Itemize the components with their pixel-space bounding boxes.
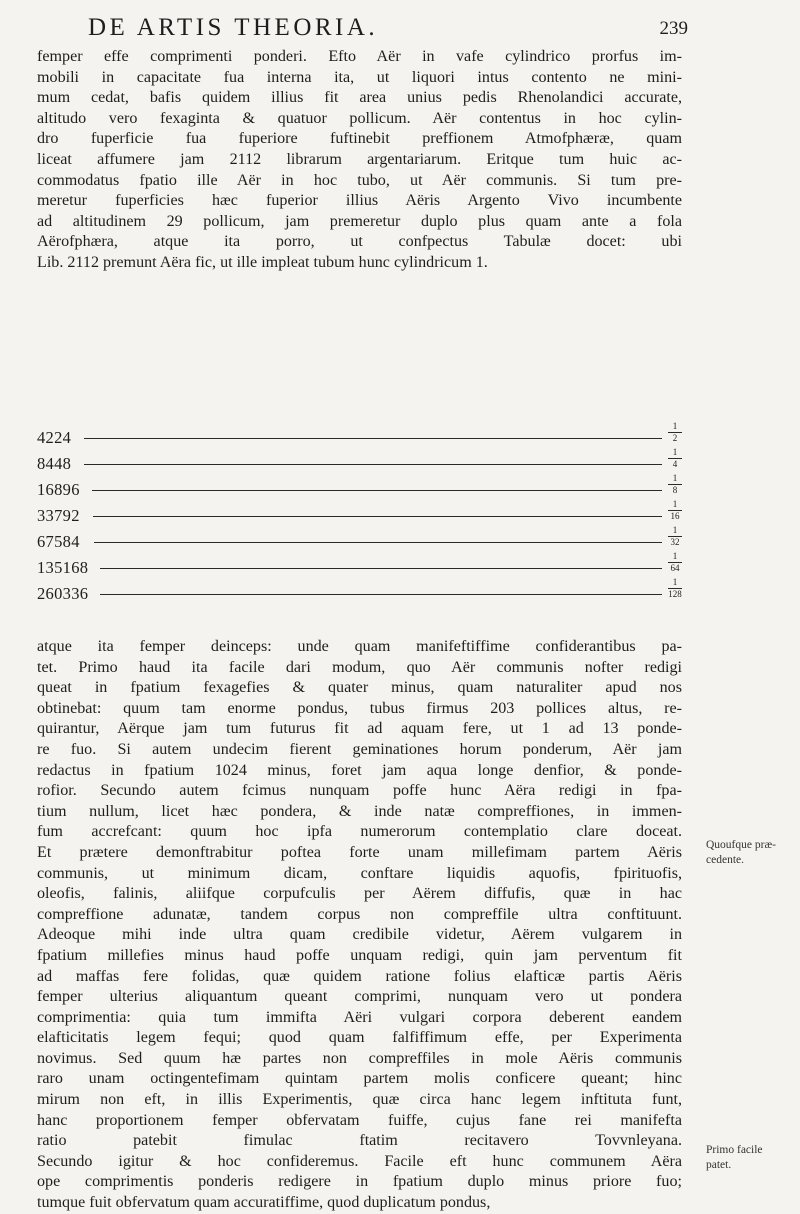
rule-line: [93, 516, 662, 517]
text-line: queat in fpatium fexagefies & quater minus, quam naturaliter apud nos: [37, 679, 682, 697]
fraction-numerator: 1: [668, 448, 682, 459]
weight-value: 67584: [37, 532, 80, 551]
rule-line: [84, 438, 662, 439]
text-line: hanc proportionem femper obfervatam fuiffe, cujus fane rei manifefta: [37, 1111, 682, 1129]
margin-note-quousque: [706, 838, 794, 868]
volume-fraction: [668, 552, 682, 573]
text-line: novimus. Sed quum hæ partes non compreffiles in mole Aëris communis: [37, 1049, 682, 1067]
text-line: elafticitatis legem fequi; quod quam falfiffimum effe, per Experimenta: [37, 1029, 682, 1047]
fraction-numerator: 1: [668, 500, 682, 511]
page-header: [88, 14, 688, 50]
text-line: raro unam octingentefimam quintam partem molis conficere queant; hinc: [37, 1070, 682, 1088]
text-line: Aërofphæra, atque ita porro, ut confpectus Tabulæ docet: ubi: [37, 233, 682, 251]
rule-line: [100, 594, 662, 595]
text-line: Secundo igitur & hoc confideremus. Facile eft hunc communem Aëra: [37, 1152, 682, 1170]
rule-line: [84, 464, 662, 465]
fraction-denominator: 8: [672, 485, 678, 495]
fraction-denominator: 16: [670, 511, 680, 521]
margin-note-line: Primo facile: [706, 1144, 763, 1156]
pressure-volume-table: [37, 421, 682, 632]
text-line: ratio patebit fimulac ftatim recitavero Tovvnleyana.: [37, 1132, 682, 1150]
text-line: quirantur, Aërque jam tum futurus fit ad aquam fere, ut 1 ad 13 ponde-: [37, 720, 682, 738]
weight-value: 8448: [37, 454, 72, 473]
text-line: communis, ut minimum dicam, conftare liquidis aquofis, fpirituofis,: [37, 864, 682, 882]
text-line: meretur fuperficies hæc fuperior illius Aëris Argento Vivo incumbente: [37, 192, 682, 210]
text-line: tium nullum, licet hæc pondera, & inde natæ compreffiones, in immen-: [37, 802, 682, 820]
paragraph-bottom: [37, 637, 682, 1214]
text-line: liceat affumere jam 2112 librarum argentariarum. Eritque tum huic ac-: [37, 150, 682, 168]
text-line: comprimentia: quia tum immifta Aëri vulgari corpora deberent eandem: [37, 1008, 682, 1026]
text-line: oleofis, falinis, aliifque corpufculis per Aërem diffufis, quæ in hac: [37, 885, 682, 903]
fraction-numerator: 1: [668, 578, 682, 589]
fraction-denominator: 2: [672, 433, 678, 443]
text-line: ad altitudinem 29 pollicum, jam premeretur duplo plus quam ante a fola: [37, 212, 682, 230]
table-row: [37, 577, 682, 608]
text-line: rofior. Secundo autem fcimus nunquam poffe hunc Aëra redigi in fpa-: [37, 782, 682, 800]
text-line: Et prætere demonftrabitur poftea forte unam millefimam partem Aëris: [37, 843, 682, 861]
text-line: Lib. 2112 premunt Aëra fic, ut ille impleat tubum hunc cylindricum 1.: [37, 253, 488, 271]
volume-fraction: [668, 578, 682, 599]
margin-note-primo: [706, 1143, 794, 1173]
text-line: atque ita femper deinceps: unde quam manifeftiffime confiderantibus pa-: [37, 638, 682, 655]
weight-value: 260336: [37, 584, 89, 603]
text-line: mirum non eft, in illis Experimentis, quæ circa hanc legem inftituta funt,: [37, 1091, 682, 1109]
text-line: dro fuperficie fua fuperiore fuftinebit preffionem Atmofphæræ, quam: [37, 130, 682, 148]
text-line: tet. Primo haud ita facile dari modum, quo Aër communis nofter redigi: [37, 658, 682, 676]
text-line: compreffione adunatæ, tandem corpus non compreffile ultra conftituunt.: [37, 905, 682, 923]
text-line: femper ulterius aliquantum queant comprimi, nunquam vero ut pondera: [37, 988, 682, 1006]
text-line: mum cedat, bafis quidem illius fit area unius pedis Rhenolandici accurate,: [37, 89, 682, 107]
running-head: DE ARTIS THEORIA.: [88, 14, 379, 41]
text-line: femper effe comprimenti ponderi. Efto Aër in vafe cylindrico prorfus im-: [37, 48, 682, 65]
fraction-numerator: 1: [668, 526, 682, 537]
text-line: fpatium millefies minus haud poffe unquam redigi, quin jam perventum fit: [37, 946, 682, 964]
volume-fraction: [668, 526, 682, 547]
text-line: ad maffas fere folidas, quæ quidem ratione folius elafticæ partis Aëris: [37, 967, 682, 985]
margin-note-line: cedente.: [706, 854, 744, 866]
table-row: [37, 421, 682, 452]
paragraph-top: [37, 47, 682, 274]
text-line: altitudo vero fexaginta & quatuor pollicum. Aër contentus in hoc cylin-: [37, 109, 682, 127]
table-row: [37, 525, 682, 556]
text-line: fum accrefcant: quum hoc ipfa numerorum contemplatio clare doceat.: [37, 823, 682, 841]
fraction-denominator: 4: [672, 459, 678, 469]
volume-fraction: [668, 448, 682, 469]
volume-fraction: [668, 500, 682, 521]
page-number: 239: [659, 18, 688, 39]
weight-value: 135168: [37, 558, 89, 577]
weight-value: 16896: [37, 480, 80, 499]
text-line: re fuo. Si autem undecim fierent geminationes horum ponderum, Aër jam: [37, 740, 682, 758]
table-row: [37, 499, 682, 530]
table-row: [37, 447, 682, 478]
table-row: [37, 473, 682, 504]
margin-note-line: patet.: [706, 1159, 732, 1171]
fraction-denominator: 32: [670, 537, 680, 547]
rule-line: [94, 542, 662, 543]
text-line: Adeoque mihi inde ultra quam credibile videtur, Aërem vulgarem in: [37, 926, 682, 944]
weight-value: 4224: [37, 428, 72, 447]
text-line: obtinebat: quum tam enorme pondus, tubus firmus 203 pollices altus, re-: [37, 699, 682, 717]
fraction-denominator: 128: [668, 589, 682, 599]
rule-line: [100, 568, 662, 569]
volume-fraction: [668, 474, 682, 495]
rule-line: [92, 490, 662, 491]
text-line: ope comprimentis ponderis redigere in fpatium duplo minus priore fuo;: [37, 1173, 682, 1191]
volume-fraction: [668, 422, 682, 443]
margin-note-line: Quoufque præ-: [706, 839, 776, 851]
weight-value: 33792: [37, 506, 80, 525]
text-line: mobili in capacitate fua interna ita, ut liquori intus contento ne mini-: [37, 68, 682, 86]
text-line: commodatus fpatio ille Aër in hoc tubo, ut Aër communis. Si tum pre-: [37, 171, 682, 189]
fraction-numerator: 1: [668, 422, 682, 433]
text-line: redactus in fpatium 1024 minus, foret jam aqua longe denfior, & ponde-: [37, 761, 682, 779]
fraction-numerator: 1: [668, 552, 682, 563]
text-line: tumque fuit obfervatum quam accuratiffime, quod duplicatum pondus,: [37, 1194, 491, 1212]
table-row: [37, 551, 682, 582]
fraction-denominator: 64: [670, 563, 680, 573]
fraction-numerator: 1: [668, 474, 682, 485]
